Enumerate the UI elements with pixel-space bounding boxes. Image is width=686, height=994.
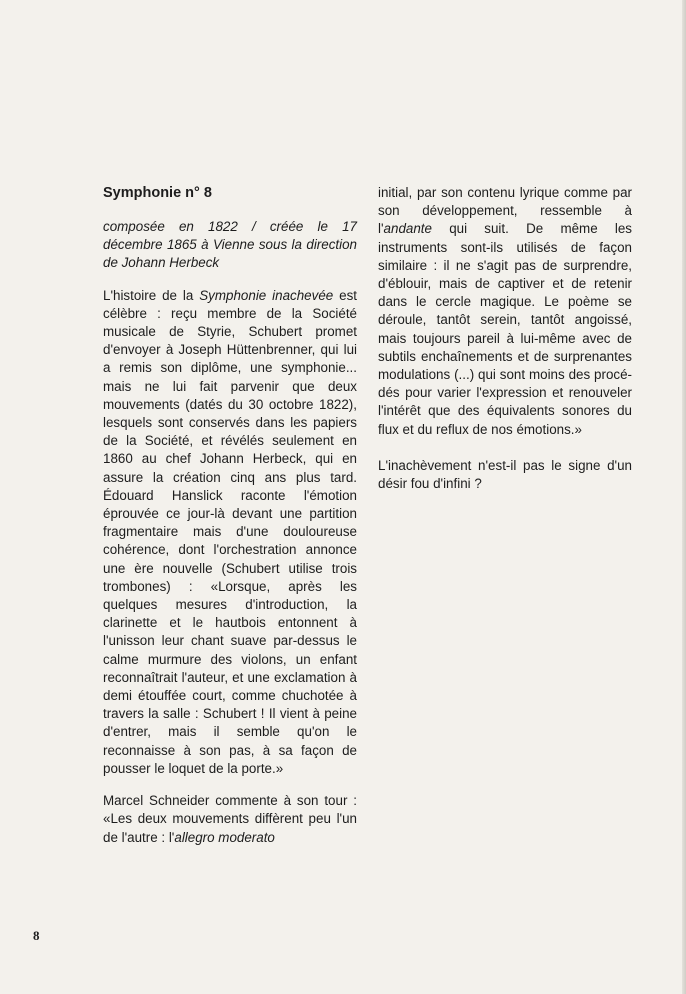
paragraph-schneider (103, 792, 357, 847)
emphasis-text: Symphonie inachevée (199, 287, 334, 303)
right-column (378, 184, 632, 507)
paragraph-text: Marcel Schneider commente à son tour : «Les deux mouvements diffèrent peu l'un de l'autre : l' (103, 793, 357, 845)
composition-subtitle: composée en 1822 / créée le 17 décembre 1865 à Vienne sous la direction de Johann Herbeck (103, 219, 357, 271)
paragraph-text: L'inachèvement n'est-il pas le signe d'un désir fou d'infini ? (378, 457, 632, 492)
page-edge (682, 0, 686, 994)
paragraph-conclusion (378, 457, 632, 493)
paragraph-text: L'histoire de la (103, 287, 200, 303)
left-column (103, 184, 357, 861)
paragraph-history (103, 287, 357, 778)
page-number: 8 (33, 928, 40, 943)
paragraph-text: qui suit. De même les instruments sont-ils utilisés de façon similaire : il ne s'agit pas de surprendre, d'éblouir, mais de captiver et de retenir dans le cercle magique. Le poème se déroule, tantôt serein, tantôt angoissé, mais toujours pareil à lui-même avec de subtils enchaînements et de surprenantes modulations (...) qui sont moins des procédés pour varier l'expression et renouveler l'intérêt que des équivalents sonores du flux et du reflux de nos émotions.» (378, 221, 632, 437)
paragraph-text: est célèbre : reçu membre de la Société musicale de Styrie, Schubert promet d'envoyer à Joseph Hüttenbrenner, qui lui a remis son diplôme, une symphonie... mais ne lui fait parvenir que deux mouvements (datés du 30 octobre 1822), lesquels sont conservés dans les papiers de la Société, et révélés seulement en 1860 au chef Johann Herbeck, qui en assure la création cinq ans plus tard. Édouard Hanslick raconte l'émotion éprouvée ce jour-là devant une partition fragmentaire mais d'une douloureuse cohérence, dont l'orchestration annonce une ère nouvelle (Schubert utilise trois trombones) : «Lorsque, après les quelques mesures d'introduction, la clarinette et le hautbois entonnent à l'unisson leur chant suave par-dessus le calme murmure des violons, un enfant reconnaîtrait l'auteur, et une exclamation à demi étouffée court, comme chuchotée à travers la salle : Schubert ! Il vient à peine d'entrer, mais il semble qu'on le reconnaisse à son pas, à sa façon de pousser le loquet de la porte.» (103, 287, 357, 776)
paragraph-continuation (378, 184, 632, 439)
emphasis-text: andante (383, 221, 432, 237)
emphasis-text: allegro moderato (174, 829, 275, 845)
symphony-title: Symphonie n° 8 (103, 185, 212, 201)
paragraph-text: initial, par son contenu lyrique comme par son développement, ressemble à l' (378, 185, 632, 237)
